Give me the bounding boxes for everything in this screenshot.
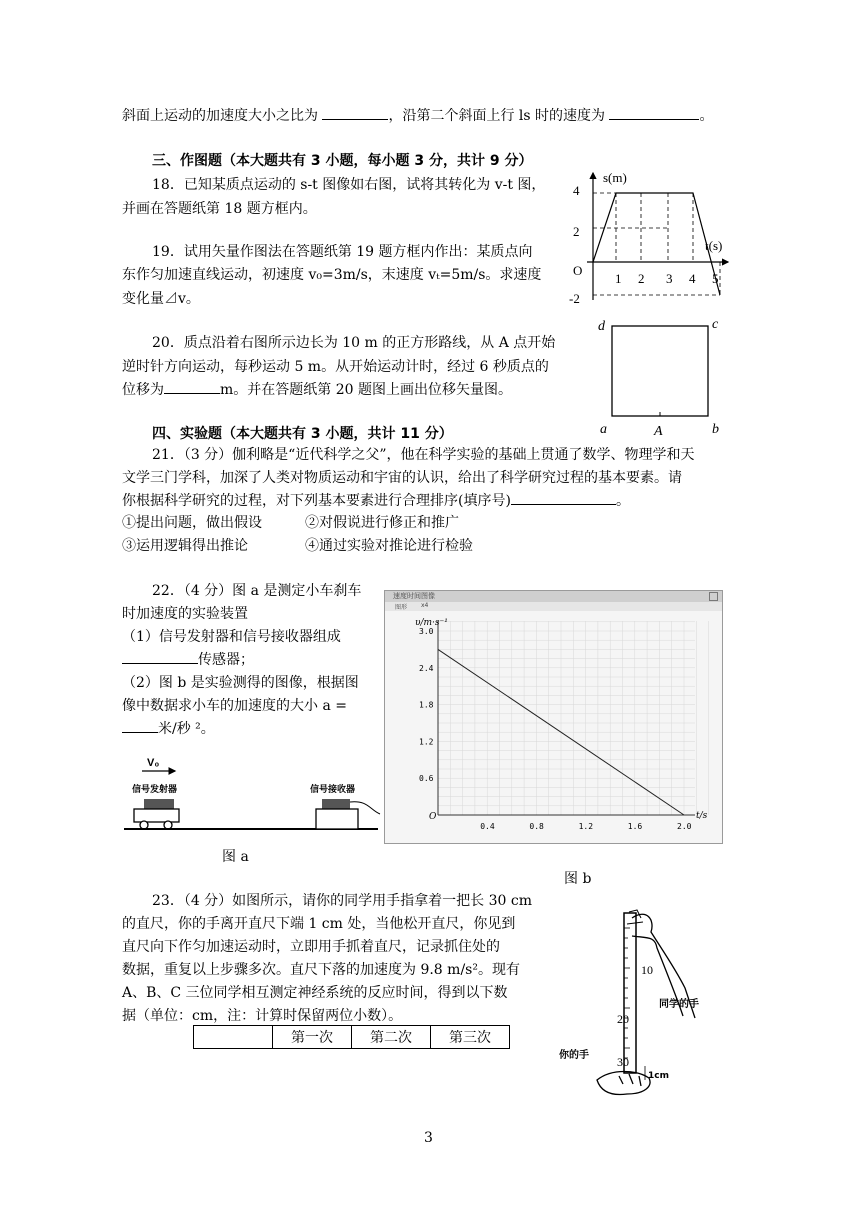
receiver-label: 信号接收器 (310, 785, 356, 795)
y-tick-label: 1.8 (419, 700, 434, 710)
q23-line6: 据（单位：cm，注：计算时保留两位小数）。 (122, 1008, 403, 1024)
text-q20c2: m。并在答题纸第 20 题图上画出位移矢量图。 (220, 382, 512, 398)
st-graph (565, 165, 735, 310)
answer-blank (609, 105, 699, 120)
sender-label: 信号发射器 (132, 785, 178, 795)
receiver-device (322, 799, 350, 809)
y-axis-label: s(m) (603, 170, 627, 185)
square (612, 326, 708, 416)
x-tick: 1 (615, 271, 622, 286)
guide-lines (593, 193, 723, 295)
q20-line3 (122, 379, 512, 401)
ruler-mark-10: 10 (641, 963, 653, 977)
text-q22d: 传感器； (198, 652, 254, 668)
cart-wheel (164, 821, 172, 829)
origin-label: O (573, 263, 583, 278)
q23-line3: 直尺向下作匀加速运动时，立即用手抓着直尺，记录抓住处的 (122, 939, 500, 955)
cart-wheel (140, 821, 148, 829)
q20-line2: 逆时针方向运动，每秒运动 5 m。从开始运动计时，经过 6 秒质点的 (122, 359, 549, 375)
q18-line2: 并画在答题纸第 18 题方框内。 (122, 201, 317, 217)
st-line (593, 193, 723, 295)
x-tick: 4 (689, 271, 696, 286)
q18-line1: 18．已知某质点运动的 s-t 图像如右图，试将其转化为 v-t 图， (152, 177, 546, 193)
text-l0b: ，沿第二个斜面上行 ls 时的速度为 (388, 108, 606, 124)
point-A-label: A (654, 424, 663, 438)
window-titlebar (385, 591, 722, 602)
close-icon[interactable] (709, 592, 718, 601)
answer-blank (122, 649, 198, 664)
answer-blank (122, 718, 158, 733)
v0-label: V₀ (147, 757, 160, 769)
table-header-cell: 第一次 (273, 1026, 352, 1049)
q22-line3: （1）信号发射器和信号接收器组成 (122, 629, 341, 645)
x-axis-label: t/s (696, 811, 708, 821)
table-header-cell: 第三次 (431, 1026, 510, 1049)
your-hand-icon (597, 1072, 650, 1095)
q22-line5: （2）图 b 是实验测得的图像，根据图 (122, 675, 359, 691)
q22-line2: 时加速度的实验装置 (122, 606, 248, 622)
menu-item[interactable]: x4 (421, 602, 429, 609)
q21-line1: 21．（3 分）伽利略是“近代科学之父”，他在科学实验的基础上贯通了数学、物理学和天 (152, 447, 695, 463)
window-title: 速度时间图像 (393, 592, 435, 600)
text-l0a: 斜面上运动的加速度大小之比为 (122, 108, 318, 124)
cart-body (134, 809, 179, 822)
gap-label: 1cm (648, 1071, 669, 1081)
q22-line7 (122, 718, 215, 740)
option-1: ①提出问题，做出假设 (122, 515, 262, 531)
y-tick: -2 (569, 291, 580, 306)
receiver-stand (316, 809, 358, 829)
chart-window (384, 590, 723, 844)
text-q20c1: 位移为 (122, 382, 164, 398)
friend-hand-label: 同学的手 (659, 999, 699, 1010)
text-q21c-end: 。 (615, 493, 630, 509)
table-row (194, 1026, 510, 1049)
q23-line1: 23．（4 分）如图所示，请你的同学用手指拿着一把长 30 cm (152, 893, 533, 909)
text-q22g: 米/秒 ²。 (158, 721, 215, 737)
data-table (193, 1025, 510, 1049)
table-header-cell: 第二次 (352, 1026, 431, 1049)
text-q21c: 你根据科学研究的过程，对下列基本要素进行合理排序(填序号) (122, 493, 511, 509)
ruler (624, 913, 636, 1073)
corner-a: a (600, 422, 607, 437)
q19-line1: 19．试用矢量作图法在答题纸第 19 题方框内作出：某质点向 (152, 244, 533, 260)
apparatus-figure (120, 752, 382, 837)
answer-blank (511, 490, 616, 505)
table-header-cell (194, 1026, 273, 1049)
y-axis-label: υ/m·s⁻¹ (415, 618, 448, 628)
ruler-mark-30: 30 (617, 1055, 629, 1069)
y-tick-label: 0.6 (419, 774, 434, 784)
ruler-figure (557, 908, 717, 1108)
figure-b-caption: 图 b (564, 871, 592, 887)
option-3: ③运用逻辑得出推论 (122, 538, 248, 554)
section-4-heading: 四、实验题（本大题共有 3 小题，共计 11 分） (152, 426, 453, 442)
q21-line2: 文学三门学科，加深了人类对物质运动和宇宙的认识，给出了科学研究过程的基本要素。请 (122, 470, 682, 486)
your-hand-label: 你的手 (559, 1050, 589, 1061)
q22-line1: 22．（4 分）图 a 是测定小车刹车 (152, 583, 362, 599)
vt-chart (385, 611, 722, 843)
x-tick: 5 (712, 271, 719, 286)
option-2: ②对假说进行修正和推广 (305, 515, 459, 531)
x-tick-label: 1.6 (627, 822, 643, 831)
y-tick-label: 3.0 (419, 627, 434, 636)
corner-b: b (712, 422, 719, 437)
section-3-heading: 三、作图题（本大题共有 3 小题，每小题 3 分，共计 9 分） (152, 153, 533, 169)
text-l0c: 。 (699, 108, 714, 124)
q23-line4: 数据，重复以上步骤多次。直尺下落的加速度为 9.8 m/s²。现有 (122, 962, 520, 978)
square-path-figure (590, 313, 730, 438)
y-tick: 4 (573, 183, 580, 198)
ruler-mark-20: 20 (617, 1012, 629, 1026)
corner-c: c (712, 317, 719, 332)
answer-blank (322, 105, 388, 120)
q23-line5: A、B、C 三位同学相互测定神经系统的反应时间，得到以下数 (122, 985, 508, 1001)
q23-line2: 的直尺，你的手离开直尺下端 1 cm 处，当他松开直尺，你见到 (122, 916, 516, 932)
x-tick-label: 1.2 (578, 822, 594, 831)
x-axis-label: t(s) (705, 238, 723, 253)
q21-line3 (122, 490, 630, 512)
x-tick-label: 0.8 (529, 822, 544, 831)
sender-device (144, 799, 174, 809)
x-tick-label: 0.4 (480, 822, 495, 831)
y-tick-label: 1.2 (419, 737, 434, 747)
q22-line6: 像中数据求小车的加速度的大小 a = (122, 698, 347, 714)
q22-line4 (122, 649, 254, 671)
corner-d: d (598, 319, 605, 334)
q19-line2: 东作匀加速直线运动，初速度 v₀=3m/s，末速度 vₜ=5m/s。求速度 (122, 267, 542, 283)
page-number: 3 (424, 1130, 433, 1146)
menu-item[interactable]: 图形 (395, 604, 408, 611)
q20-line1: 20．质点沿着右图所示边长为 10 m 的正方形路线，从 A 点开始 (152, 335, 556, 351)
y-tick: 2 (573, 224, 580, 239)
origin-label: O (429, 812, 437, 822)
line-0 (122, 105, 713, 127)
figure-a-caption: 图 a (222, 849, 249, 865)
q19-line3: 变化量⊿v。 (122, 291, 200, 307)
x-tick: 3 (666, 271, 673, 286)
x-tick-label: 2.0 (677, 822, 692, 831)
window-menubar (385, 602, 722, 611)
y-tick-label: 2.4 (419, 663, 434, 673)
answer-blank (164, 379, 220, 394)
option-4: ④通过实验对推论进行检验 (305, 538, 473, 554)
x-tick: 2 (638, 271, 645, 286)
